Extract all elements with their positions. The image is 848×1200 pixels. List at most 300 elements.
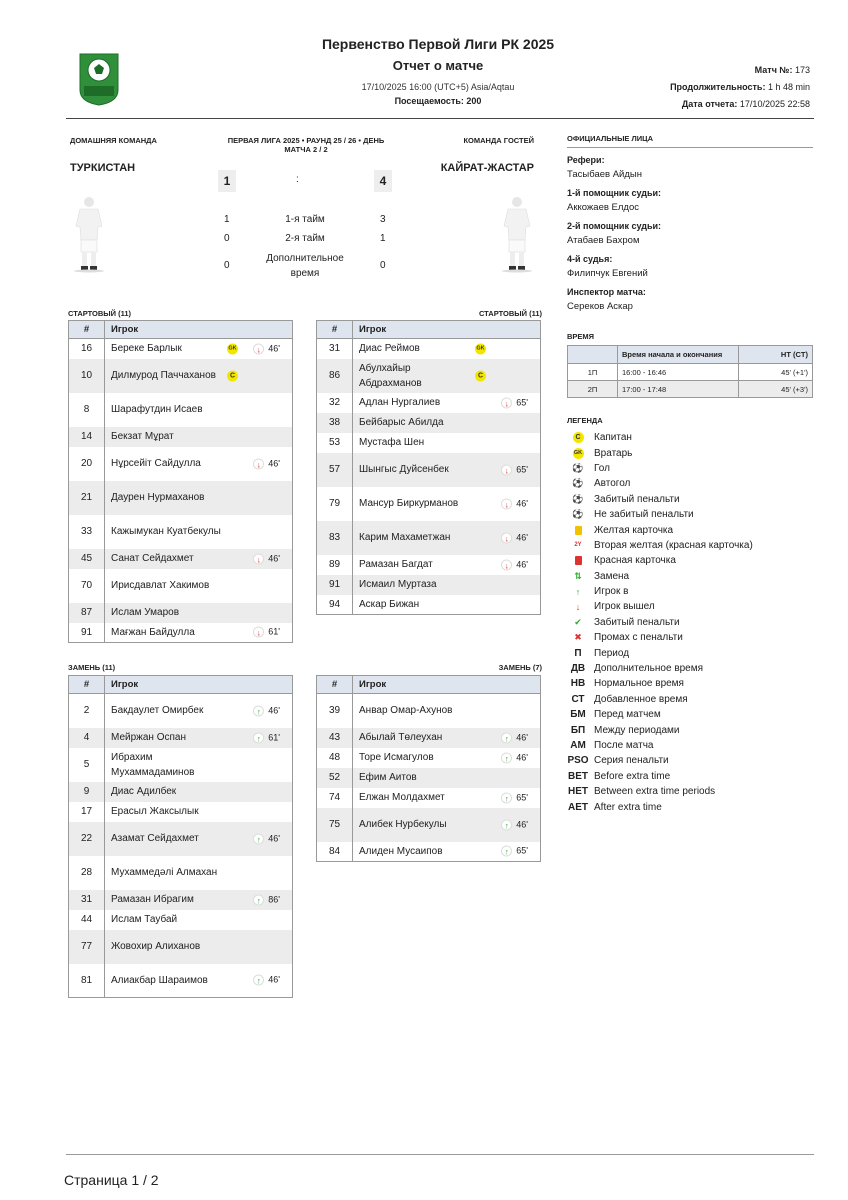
player-out-icon: ↓ [253,458,264,469]
table-row [317,694,541,728]
player-cell [353,808,541,842]
legend-abbreviation: БП [570,724,586,736]
penalty-missed-icon: ⚽ [572,509,584,520]
player-cell [105,782,293,802]
goalkeeper-icon: GK [227,343,238,354]
table-row [69,748,293,782]
player-cell [105,549,293,569]
substitution-event [501,395,528,410]
table-row [317,521,541,555]
substitution-minute: 46' [268,705,280,716]
player-cell [353,487,541,521]
substitution-minute: 46' [516,559,528,569]
official-role: 2-й помощник судьи: [567,221,662,231]
col-number-header: # [317,321,353,339]
player-number: 87 [69,603,105,623]
substitution-minute: 46' [268,553,280,563]
player-out-icon: ↓ [501,464,512,475]
col-player-header: Игрок [353,676,541,694]
legend-title: ЛЕГЕНДА [567,416,603,425]
table-row [317,728,541,748]
player-name: Диас Реймов [359,343,420,355]
goal-icon: ⚽ [572,462,584,473]
substitution-minute: 46' [268,458,280,468]
player-name: Ефим Аитов [359,772,417,783]
extra-time-label: Дополнительное время [266,253,344,279]
player-cell [105,890,293,910]
period2-label: 2-я тайм [285,233,325,244]
substitution-event [501,462,528,477]
substitution-minute: 46' [268,343,280,354]
match-meta [670,62,810,113]
legend-label: Дополнительное время [594,663,704,675]
legend-abbreviation: П [574,647,582,659]
player-name: Ерасыл Жаксылык [111,806,199,817]
player-in-icon: ↑ [501,792,512,803]
legend-item [567,707,813,722]
player-cell [353,842,541,862]
table-row [69,856,293,890]
player-cell [105,603,293,623]
table-row [317,393,541,413]
legend-abbreviation: БМ [570,709,586,721]
player-number: 16 [69,339,105,359]
player-name: Карим Махаметжан [359,532,451,543]
player-name: Ислам Умаров [111,607,180,618]
official-name: Тасыбаев Айдын [567,169,642,180]
time-table [567,345,813,398]
substitution-event [253,831,280,846]
legend-label: Красная карточка [594,555,676,567]
player-number: 53 [317,433,353,453]
away-subs-title: ЗАМЕНЬ (7) [498,663,542,672]
official-role: Рефери: [567,155,605,165]
player-out-icon: ↓ [253,553,264,564]
substitution-minute: 46' [516,498,528,508]
table-row [69,822,293,856]
table-row [69,910,293,930]
period1-away: 3 [380,214,386,225]
player-cell [105,802,293,822]
player-name: Жовохир Алиханов [111,941,201,952]
player-name: Мустафа Шен [359,437,425,448]
legend-item [567,445,813,460]
player-name: Анвар Омар-Ахунов [359,705,453,717]
table-row [69,728,293,748]
substitution-minute: 65' [516,397,528,407]
player-number: 89 [317,555,353,575]
substitution-event [501,790,528,805]
player-name: Дилмурод Паччаханов [111,370,216,381]
legend-item [567,753,813,768]
legend-label: Капитан [594,432,632,444]
player-cell [353,788,541,808]
player-name: Бейбарыс Абилда [359,417,444,428]
player-number: 45 [69,549,105,569]
round-info: ПЕРВАЯ ЛИГА 2025 • РАУНД 25 / 26 • ДЕНЬ МАТЧА 2 / 2 [227,136,385,154]
legend-item [567,799,813,814]
table-row [317,555,541,575]
player-in-icon: ↑ [575,586,581,597]
player-number: 2 [69,694,105,728]
player-out-icon: ↓ [501,498,512,509]
player-name: Елжан Молдахмет [359,792,445,803]
legend-item [567,676,813,691]
substitution-event [501,730,528,745]
player-cell [105,447,293,481]
official-name: Сереков Аскар [567,301,633,312]
substitution-event [253,551,280,566]
official-role: 4-й судья: [567,254,613,264]
player-in-icon: ↑ [253,833,264,844]
substitution-event [253,730,280,745]
player-number: 70 [69,569,105,603]
substitution-minute: 65' [516,792,528,802]
player-name: Абулхайыр Абдрахманов [359,362,422,389]
legend-abbreviation: СТ [571,693,585,705]
table-row [69,393,293,427]
table-row [317,575,541,595]
legend-item [567,738,813,753]
away-kit-icon [500,196,534,270]
player-cell [105,748,293,782]
away-starting-title: СТАРТОВЫЙ (11) [478,309,542,318]
player-cell [105,910,293,930]
legend-item [567,476,813,491]
extra-time-away: 0 [380,260,386,271]
player-number: 4 [69,728,105,748]
player-cell [105,856,293,890]
legend-label: Игрок в [594,586,629,598]
player-cell [105,481,293,515]
legend-item [567,430,813,445]
table-row [317,413,541,433]
legend-label: Период [594,647,630,659]
player-cell [105,359,293,393]
player-number: 86 [317,359,353,393]
legend-label: Вратарь [594,447,633,459]
legend-label: Between extra time periods [594,786,716,798]
legend-abbreviation: ДВ [570,663,586,675]
legend-label: Промах с пенальти [594,632,683,644]
player-cell [105,728,293,748]
substitution-event [253,456,280,471]
own-goal-icon: ⚽ [572,478,584,489]
player-name: Азамат Сейдахмет [111,833,199,844]
player-name: Алиден Мусаипов [359,845,443,857]
legend-item [567,661,813,676]
col-number-header: # [69,321,105,339]
table-row [317,453,541,487]
legend-abbreviation: PSO [567,755,589,767]
legend-label: Забитый пенальти [594,616,680,628]
away-team-label: КОМАНДА ГОСТЕЙ [463,136,534,145]
table-row [317,487,541,521]
away-starting-table [316,320,541,615]
substitution-event [253,625,280,640]
player-number: 94 [317,595,353,615]
legend-list [567,430,813,815]
player-name: Ислам Таубай [111,914,178,925]
player-out-icon: ↓ [575,601,581,612]
player-cell [353,359,541,393]
legend-item [567,692,813,707]
substitution-minute: 46' [516,732,528,742]
goalkeeper-icon: GK [475,343,486,354]
second-yellow-icon: 2Y [574,542,582,549]
table-row [317,359,541,393]
legend-item [567,569,813,584]
table-row [69,890,293,910]
player-out-icon: ↓ [501,397,512,408]
player-in-icon: ↑ [253,732,264,743]
substitution-event [501,496,528,511]
legend-item [567,492,813,507]
away-subs-table [316,675,541,862]
legend-label: Не забитый пенальти [594,509,694,521]
table-row [69,802,293,822]
home-score: 1 [218,170,236,192]
player-number: 48 [317,748,353,768]
legend-item [567,553,813,568]
match-duration: Продолжительность: 1 h 48 min [670,82,810,92]
legend-label: Вторая желтая (красная карточка) [594,539,753,551]
legend-label: Перед матчем [594,709,661,721]
time-col-ht: HT (CT) [739,346,813,364]
legend-label: Гол [594,462,610,474]
player-out-icon: ↓ [253,627,264,638]
player-name: Адлан Нургалиев [359,397,441,408]
substitution-minute: 61' [268,732,280,742]
away-team-name: КАЙРАТ-ЖАСТАР [440,162,534,174]
player-name: Санат Сейдахмет [111,553,194,564]
player-name: Даурен Нурмаханов [111,492,205,503]
player-name: Ирисдавлат Хакимов [111,580,210,591]
table-row [69,569,293,603]
col-player-header: Игрок [105,321,293,339]
captain-icon: C [227,370,238,381]
substitution-minute: 46' [268,974,280,985]
legend-item [567,645,813,660]
substitution-event [253,892,280,907]
legend-item [567,630,813,645]
home-team-name: ТУРКИСТАН [70,162,136,174]
time-row: 2П 17:00 - 17:48 45' (+3') [568,381,813,398]
score-separator: : [296,174,299,185]
table-row [317,788,541,808]
player-name: Алибек Нурбекулы [359,819,447,830]
player-number: 33 [69,515,105,549]
legend-item [567,522,813,537]
report-date: Дата отчета: 17/10/2025 22:58 [681,99,810,109]
substitution-event [253,703,280,718]
player-in-icon: ↑ [253,975,264,986]
away-score: 4 [374,170,392,192]
player-cell [353,555,541,575]
legend-item [567,784,813,799]
player-cell [353,339,541,359]
player-number: 79 [317,487,353,521]
player-name: Алиакбар Шараимов [111,974,208,986]
player-name: Шынгыс Дуйсенбек [359,464,449,475]
officials-title: ОФИЦИАЛЬНЫЕ ЛИЦА [567,134,813,148]
legend-item [567,584,813,599]
player-cell [353,521,541,555]
table-row [69,427,293,447]
period1-label: 1-я тайм [285,214,325,225]
legend-item [567,615,813,630]
official-name: Аккожаев Елдос [567,202,639,213]
table-row [317,842,541,862]
time-row: 1П 16:00 - 16:46 45' (+1') [568,364,813,381]
official-name: Филипчук Евгений [567,268,648,279]
player-number: 44 [69,910,105,930]
player-out-icon: ↓ [253,343,264,354]
player-in-icon: ↑ [501,846,512,857]
player-number: 39 [317,694,353,728]
period2-home: 0 [224,233,230,244]
col-player-header: Игрок [105,676,293,694]
table-row [69,782,293,802]
player-out-icon: ↓ [501,532,512,543]
player-cell [353,728,541,748]
player-name: Кажымукан Куатбекулы [111,526,221,537]
player-number: 28 [69,856,105,890]
player-number: 31 [317,339,353,359]
substitution-minute: 86' [268,894,280,904]
player-cell [105,964,293,998]
home-subs-table [68,675,293,998]
player-number: 17 [69,802,105,822]
player-name: Бекзат Мұрат [111,431,174,442]
player-name: Ибрахим Мухаммадаминов [111,751,195,778]
footer-divider [66,1154,814,1155]
table-row [69,549,293,569]
player-name: Мухаммедәлі Алмахан [111,867,218,878]
substitution-minute: 46' [516,752,528,762]
table-row [69,694,293,728]
table-row [69,964,293,998]
player-name: Мағжан Байдулла [111,626,195,638]
player-cell [353,768,541,788]
table-row [317,339,541,359]
table-row [69,339,293,359]
player-cell [105,393,293,427]
substitution-event [253,341,280,356]
player-name: Береке Барлык [111,343,182,355]
player-name: Нұрсейіт Сайдулла [111,458,201,469]
substitution-event [501,817,528,832]
home-kit-icon [72,196,106,270]
player-cell [105,427,293,447]
player-cell [353,393,541,413]
player-number: 8 [69,393,105,427]
legend-section [567,416,813,425]
substitution-event [501,530,528,545]
substitution-minute: 65' [516,845,528,856]
substitution-minute: 46' [268,833,280,843]
player-number: 83 [317,521,353,555]
legend-item [567,538,813,553]
player-name: Бакдаулет Омирбек [111,705,204,717]
penalty-scored-icon: ⚽ [572,493,584,504]
table-row [69,481,293,515]
legend-item [567,461,813,476]
substitution-minute: 61' [268,626,280,637]
home-subs-title: ЗАМЕНЬ (11) [68,663,116,672]
time-title: ВРЕМЯ [567,332,595,341]
player-in-icon: ↑ [501,732,512,743]
home-starting-title: СТАРТОВЫЙ (11) [68,309,132,318]
player-name: Мейржан Оспан [111,732,186,743]
player-number: 77 [69,930,105,964]
col-number-header: # [317,676,353,694]
player-cell [353,413,541,433]
match-number: Матч №: 173 [754,65,810,75]
captain-icon: C [475,370,486,381]
player-number: 32 [317,393,353,413]
period2-away: 1 [380,233,386,244]
header-divider [66,118,814,119]
legend-label: Между периодами [594,724,680,736]
red-card-icon [567,556,589,565]
time-section [567,332,813,341]
legend-label: Желтая карточка [594,524,674,536]
official-name: Атабаев Бахром [567,235,640,246]
player-name: Абылай Төлеухан [359,732,443,743]
player-cell [353,595,541,615]
player-in-icon: ↑ [253,705,264,716]
legend-abbreviation: HET [568,786,588,798]
period1-home: 1 [224,214,230,225]
player-name: Диас Адилбек [111,786,177,797]
match-datetime: 17/10/2025 16:00 (UTC+5) Asia/Aqtau [361,82,515,92]
player-cell [105,930,293,964]
player-name: Аскар Бижан [359,598,420,610]
substitution-minute: 46' [516,532,528,542]
yellow-card-icon [567,526,589,535]
legend-label: Серия пенальти [594,755,669,767]
table-row [317,595,541,615]
player-cell [353,433,541,453]
player-number: 10 [69,359,105,393]
player-number: 21 [69,481,105,515]
league-logo [76,50,122,106]
player-number: 5 [69,748,105,782]
substitution-icon: ⇅ [574,570,582,581]
home-starting-table [68,320,293,643]
player-number: 20 [69,447,105,481]
player-name: Мансур Биркурманов [359,498,459,509]
player-cell [105,515,293,549]
player-number: 22 [69,822,105,856]
shootout-missed-icon: ✖ [574,632,582,643]
legend-abbreviation: BET [568,770,588,782]
player-cell [353,694,541,728]
goalkeeper-icon: GK [567,448,589,459]
player-in-icon: ↑ [501,819,512,830]
table-row [317,768,541,788]
legend-item [567,507,813,522]
table-row [69,359,293,393]
col-player-header: Игрок [353,321,541,339]
legend-label: Добавленное время [594,693,688,705]
player-number: 9 [69,782,105,802]
player-number: 14 [69,427,105,447]
substitution-event [253,973,280,988]
page-number: Страница 1 / 2 [64,1172,159,1188]
officials-section [567,134,813,312]
